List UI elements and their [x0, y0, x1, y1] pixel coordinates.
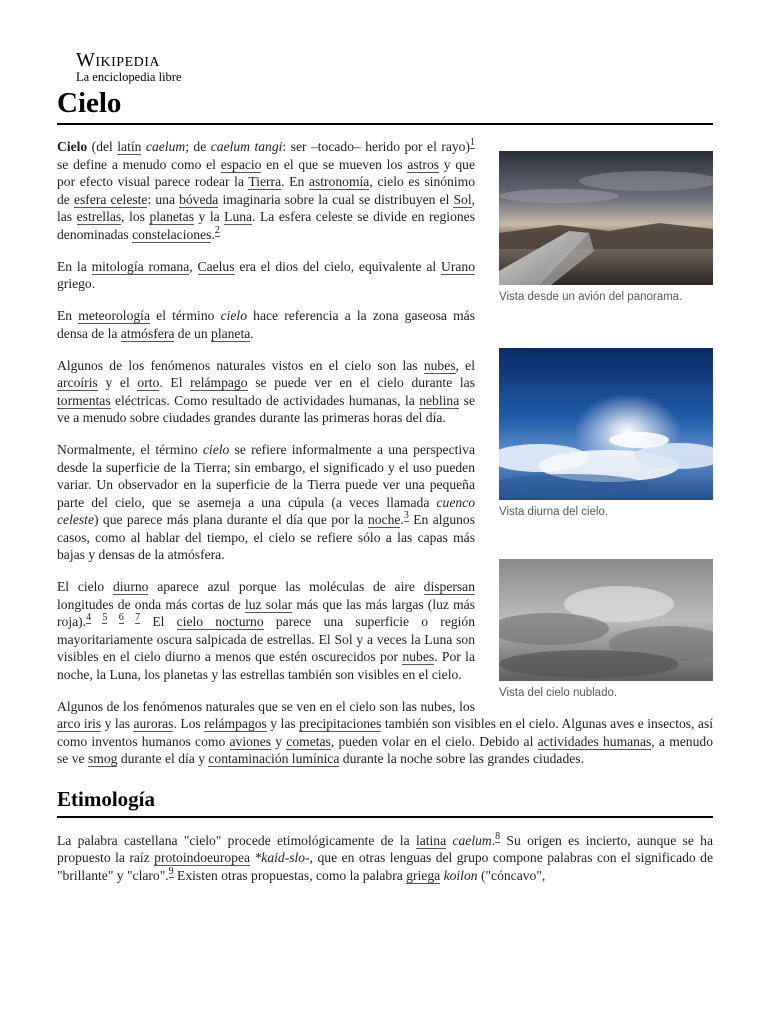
reference-link[interactable]: 5	[102, 612, 108, 624]
intro-paragraph: Cielo (del latín caelum; de caelum tangi: ser –tocado– herido por el rayo)$^1$ se define a menudo como el espacio en el que se mueven los astros y que por efecto visual parece rodear la Tierra. En astronomía, cielo es sinónimo de esfera celeste: una bóveda imaginaria sobre la cual se distribuyen el Sol, las estrellas, los planetas y la Luna. La esfera celeste se divide en regiones denominadas constelaciones.$^2$	[57, 137, 476, 242]
wiki-link[interactable]: orto	[137, 375, 160, 390]
etymology-paragraph: La palabra castellana "cielo" procede etimológicamente de la latina caelum.$^8$ Su origen es incierto, aunque se ha propuesto la raíz protoindoeuropea *kaid-slo-, que en otras lenguas del grupo compone palabras con el significado de "brillante" y "claro".$^9$ Existen otras propuestas, como la palabra griega koilon ("cóncavo",	[57, 830, 713, 883]
wiki-link[interactable]: cometas	[286, 733, 331, 749]
wiki-link[interactable]: cielo nocturno	[176, 614, 264, 629]
italic-term: cuenco celeste	[57, 494, 475, 527]
wiki-link[interactable]: smog	[87, 751, 118, 766]
article-body	[57, 138, 713, 899]
wiki-link[interactable]: relámpagos	[204, 716, 267, 731]
wiki-link[interactable]: arco iris	[57, 716, 102, 731]
wiki-link[interactable]: tormentas	[57, 392, 111, 408]
wiki-link[interactable]: Caelus	[197, 258, 235, 274]
wiki-link[interactable]: contaminación lumínica	[208, 751, 340, 766]
citation-marker	[404, 510, 409, 522]
reference-link[interactable]: 2	[214, 224, 220, 236]
figure-day-sky	[499, 348, 713, 519]
wiki-link[interactable]: nubes	[402, 649, 435, 664]
reference-link[interactable]: 7	[135, 612, 141, 624]
wiki-link[interactable]: estrellas	[76, 209, 122, 224]
citation-marker	[169, 866, 174, 878]
wiki-link[interactable]: noche	[367, 512, 401, 527]
reference-link[interactable]: 8	[495, 830, 501, 842]
wiki-link[interactable]: astronomía	[308, 174, 370, 189]
bold-term: Cielo	[57, 139, 88, 154]
wiki-link[interactable]: auroras	[133, 716, 174, 731]
figure-caption: Vista del cielo nublado.	[499, 687, 618, 699]
wiki-link[interactable]: meteorología	[78, 308, 150, 323]
figure-caption: Vista diurna del cielo.	[499, 506, 609, 518]
wiki-link[interactable]: luz solar	[244, 596, 293, 612]
mythology-paragraph: En la mitología romana, Caelus era el dios del cielo, equivalente al Urano griego.	[57, 258, 476, 291]
reference-link[interactable]: 9	[168, 865, 174, 877]
citation-marker	[470, 137, 475, 149]
daytime-sky-image[interactable]	[499, 348, 713, 500]
wikipedia-wordmark: Wikipedia	[76, 49, 161, 71]
wiki-link[interactable]: Urano	[441, 258, 476, 274]
wiki-link[interactable]: griega	[406, 867, 441, 883]
figure-caption: Vista desde un avión del panorama.	[499, 291, 683, 303]
page-title: Cielo	[57, 87, 122, 119]
airplane-panorama-image[interactable]	[499, 151, 713, 285]
wiki-link[interactable]: bóveda	[179, 191, 219, 207]
wiki-link[interactable]: atmósfera	[120, 325, 175, 341]
italic-term: caelum	[145, 139, 186, 154]
wikipedia-tagline: La enciclopedia libre	[76, 70, 182, 84]
wiki-link[interactable]: mitología romana	[91, 258, 190, 274]
wiki-link[interactable]: espacio	[220, 156, 262, 172]
perspective-paragraph: Normalmente, el término cielo se refiere informalmente a una perspectiva desde la superficie de la Tierra; sin embargo, el significado y el uso pueden variar. Un observador en la superficie de la Tierra puede ver una pequeña parte del cielo, que se asemeja a una cúpula (a veces llamada cuenco celeste) que parece más plana durante el día que por la noche.$^3$ En algunos casos, como al hablar del tiempo, el cielo se refiere sólo a las capas más bajas y densas de la atmósfera.	[57, 442, 475, 562]
citation-marker	[86, 612, 140, 624]
natural-phenomena-paragraph: Algunos de los fenómenos naturales que se ven en el cielo son las nubes, los arco iris y las auroras. Los relámpagos y las precipitaciones también son visibles en el cielo. Algunas aves e insectos, así como inventos humanos como aviones y cometas, pueden volar en el cielo. Debido al actividades humanas, a menudo se ve smog durante el día y contaminación lumínica durante la noche sobre las grandes ciudades.	[57, 698, 714, 766]
wiki-link[interactable]: neblina	[419, 392, 460, 408]
reference-link[interactable]: 1	[470, 137, 475, 149]
italic-term: cielo	[202, 442, 230, 457]
italic-term: koilon	[443, 867, 478, 883]
figure-airplane-view	[499, 151, 713, 304]
wiki-link[interactable]: arcoíris	[57, 375, 98, 390]
wiki-link[interactable]: relámpago	[190, 375, 248, 390]
reference-link[interactable]: 4	[86, 612, 92, 624]
italic-term: caelum tangi	[210, 139, 283, 154]
wikipedia-logo[interactable]	[76, 50, 226, 85]
wiki-link[interactable]: aviones	[229, 733, 272, 749]
figure-cloudy-sky	[499, 559, 713, 700]
wiki-link[interactable]: planetas	[149, 209, 195, 224]
section-heading-etimologia: Etimología	[57, 786, 155, 811]
cloudy-sky-image[interactable]	[499, 559, 713, 681]
wiki-link[interactable]: Sol	[453, 191, 472, 207]
reference-link[interactable]: 6	[118, 612, 124, 624]
wiki-link[interactable]: latín	[117, 139, 142, 154]
wiki-link[interactable]: Luna	[224, 209, 253, 224]
wiki-link[interactable]: protoindoeuropea	[154, 850, 251, 865]
phenomena-paragraph: Algunos de los fenómenos naturales vistos en el cielo son las nubes, el arcoíris y el orto. El relámpago se puede ver en el cielo durante las tormentas eléctricas. Como resultado de actividades humanas, la neblina se ve a menudo sobre ciudades grandes durante las primeras horas del día.	[57, 357, 475, 425]
wiki-link[interactable]: precipitaciones	[299, 716, 382, 731]
wiki-link[interactable]: planeta	[211, 325, 251, 341]
meteorology-paragraph: En meteorología el término cielo hace referencia a la zona gaseosa más densa de la atmósfera de un planeta.	[57, 308, 476, 341]
wiki-link[interactable]: dispersan	[423, 579, 476, 594]
reference-link[interactable]: 3	[403, 510, 409, 522]
wiki-link[interactable]: astros	[407, 156, 440, 172]
section-divider	[57, 816, 713, 818]
citation-marker	[215, 225, 220, 237]
wiki-link[interactable]: Tierra	[248, 174, 282, 189]
wiki-link[interactable]: actividades humanas	[537, 733, 652, 749]
wiki-link[interactable]: esfera celeste	[73, 191, 148, 207]
title-divider	[57, 123, 713, 125]
wiki-link[interactable]: constelaciones	[132, 226, 212, 242]
wiki-link[interactable]: nubes	[423, 357, 456, 373]
daytime-paragraph: El cielo diurno aparece azul porque las moléculas de aire dispersan longitudes de onda más cortas de luz solar más que las más largas (luz más roja).$^{4 5 6 7}$ El cielo nocturno parece una superficie o región mayoritariamente oscura salpicada de estrellas. El Sol y a veces la Luna son visibles en el cielo diurno a menos que estén oscurecidos por nubes. Por la noche, la Luna, los planetas y las estrellas también son visibles en el cielo.	[57, 579, 476, 682]
wiki-link[interactable]: latina	[415, 832, 447, 848]
citation-marker	[495, 831, 500, 843]
italic-term: *kaid-slo-	[254, 850, 310, 865]
italic-term: caelum	[452, 832, 492, 848]
italic-term: cielo	[220, 308, 247, 323]
wiki-link[interactable]: diurno	[112, 579, 149, 594]
